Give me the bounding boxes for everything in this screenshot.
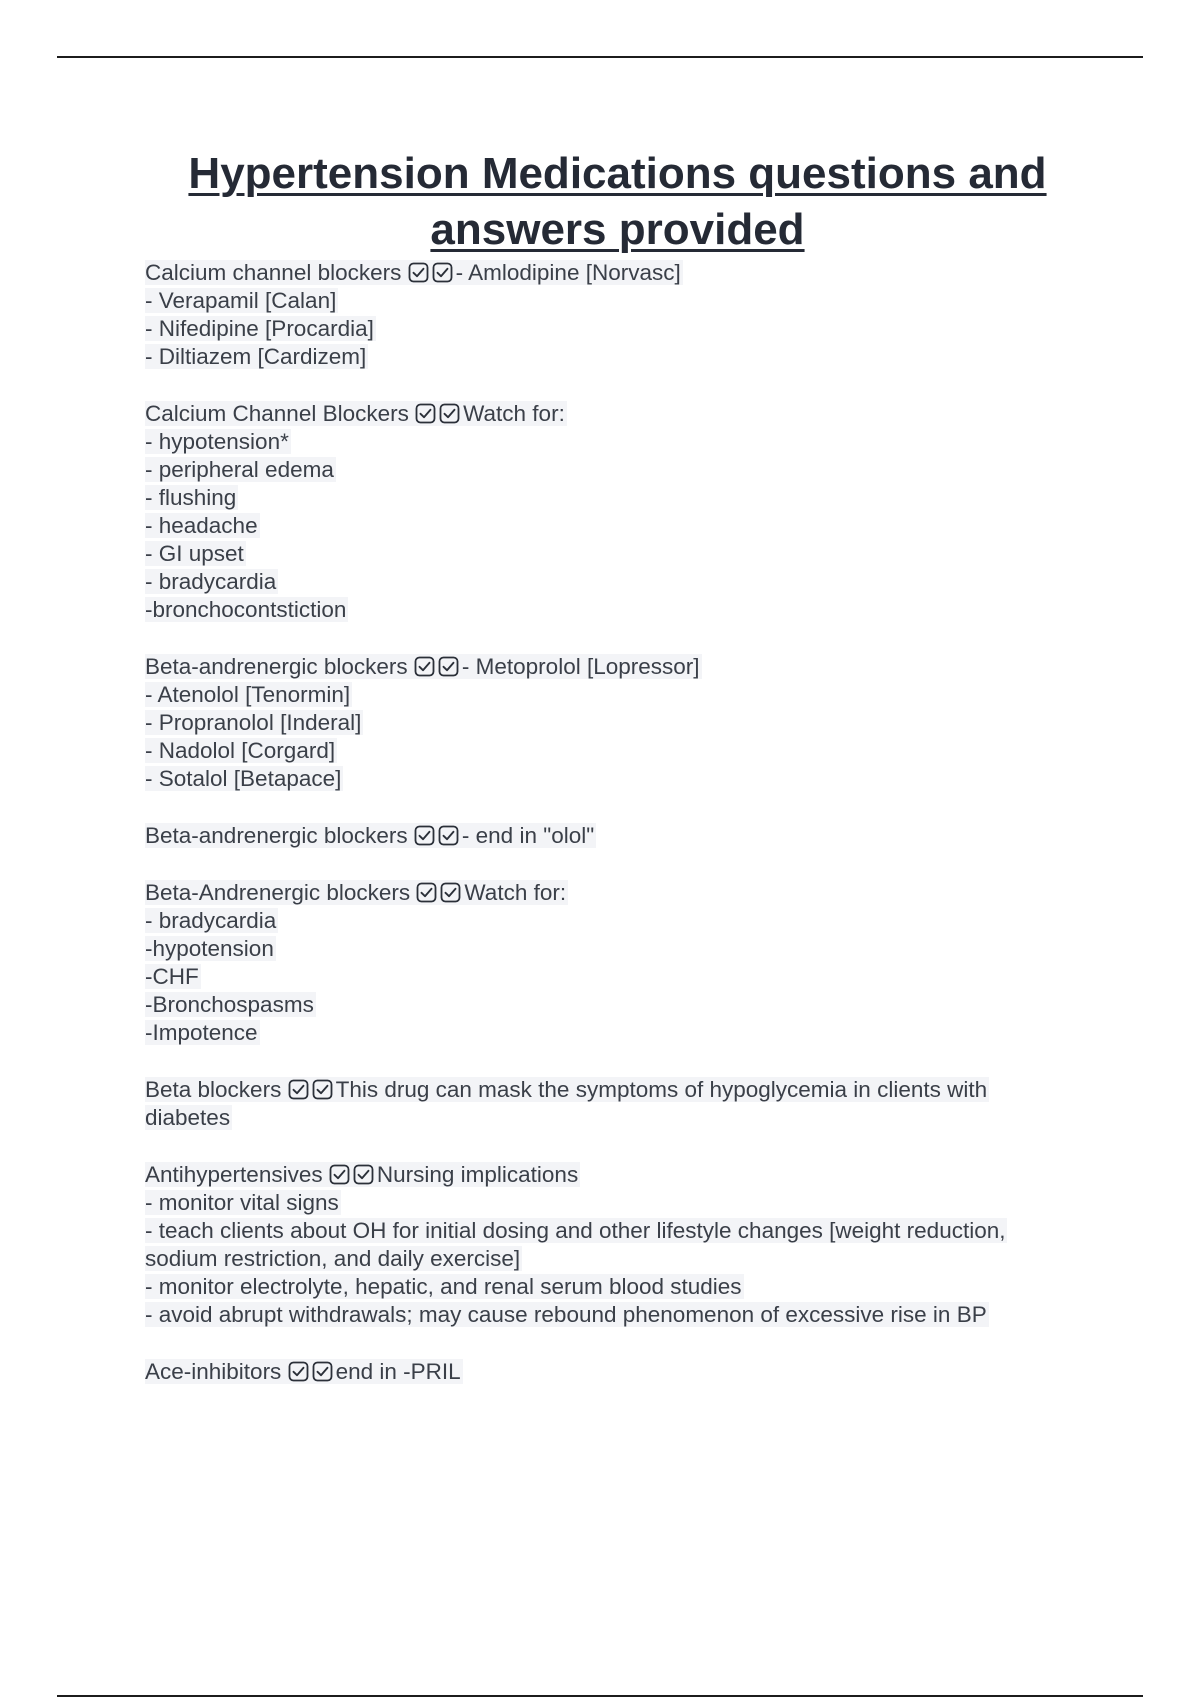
flashcard-answer-line: - Atenolol [Tenormin]	[145, 682, 351, 707]
flashcard	[145, 259, 1080, 371]
flashcard	[145, 653, 1080, 793]
flashcard-answer-line: - GI upset	[145, 541, 244, 566]
flashcard-answer-line: - monitor electrolyte, hepatic, and renal serum blood studies	[145, 1274, 742, 1299]
checkbox-icon	[408, 262, 429, 283]
flashcard-answer-line: - headache	[145, 513, 258, 538]
flashcard-answer-line: - bradycardia	[145, 908, 277, 933]
flashcard-first-line	[145, 1358, 1080, 1386]
checkbox-icon	[288, 1079, 309, 1100]
flashcard-answer-line: - monitor vital signs	[145, 1190, 339, 1215]
flashcard	[145, 879, 1080, 1047]
bottom-rule	[57, 1695, 1143, 1697]
checkbox-icon	[312, 1079, 333, 1100]
flashcard-answer-line: - Nifedipine [Procardia]	[145, 316, 374, 341]
flashcard-first-line	[145, 1076, 1080, 1104]
flashcard-first-line	[145, 1161, 1080, 1189]
flashcard-term: Beta blockers	[145, 1077, 282, 1102]
flashcard-first-line	[145, 653, 1080, 681]
flashcard-answer-line: sodium restriction, and daily exercise]	[145, 1246, 521, 1271]
checkbox-icon	[414, 825, 435, 846]
flashcard-answer-line: diabetes	[145, 1105, 231, 1130]
flashcard-answer: - Amlodipine [Norvasc]	[455, 260, 681, 285]
flashcard-answer: This drug can mask the symptoms of hypoglycemia in clients with	[335, 1077, 988, 1102]
checkbox-icon	[414, 656, 435, 677]
flashcard-first-line	[145, 822, 1080, 850]
flashcard	[145, 400, 1080, 624]
flashcard-term: Beta-Andrenergic blockers	[145, 880, 411, 905]
flashcard-term: Ace-inhibitors	[145, 1359, 282, 1384]
flashcard-answer-line: - avoid abrupt withdrawals; may cause rebound phenomenon of excessive rise in BP	[145, 1302, 987, 1327]
checkbox-icon	[416, 882, 437, 903]
checkbox-icon	[439, 403, 460, 424]
flashcard-answer-line: -Bronchospasms	[145, 992, 314, 1017]
checkbox-icon	[438, 656, 459, 677]
flashcard-first-line	[145, 400, 1080, 428]
flashcard-answer-line: -hypotension	[145, 936, 274, 961]
checkbox-icon	[329, 1164, 350, 1185]
flashcard-term: Beta-andrenergic blockers	[145, 654, 408, 679]
flashcard-list	[145, 259, 1080, 1415]
flashcard-answer-line: - Propranolol [Inderal]	[145, 710, 362, 735]
flashcard-term: Calcium Channel Blockers	[145, 401, 409, 426]
checkbox-icon	[312, 1361, 333, 1382]
flashcard-answer: - Metoprolol [Lopressor]	[461, 654, 700, 679]
flashcard-answer-line: - hypotension*	[145, 429, 289, 454]
checkbox-icon	[415, 403, 436, 424]
top-rule	[57, 56, 1143, 58]
checkbox-icon	[353, 1164, 374, 1185]
flashcard-answer-line: - Nadolol [Corgard]	[145, 738, 336, 763]
flashcard-answer-line: - Sotalol [Betapace]	[145, 766, 342, 791]
flashcard-answer-line: - teach clients about OH for initial dosing and other lifestyle changes [weight reduction,	[145, 1218, 1006, 1243]
flashcard-answer: Nursing implications	[376, 1162, 579, 1187]
flashcard-first-line	[145, 879, 1080, 907]
flashcard-first-line	[145, 259, 1080, 287]
flashcard-answer-line: -CHF	[145, 964, 199, 989]
flashcard-term: Antihypertensives	[145, 1162, 323, 1187]
flashcard-answer-line: -bronchocontstiction	[145, 597, 347, 622]
checkbox-icon	[288, 1361, 309, 1382]
checkbox-icon	[432, 262, 453, 283]
flashcard-answer-line: - flushing	[145, 485, 237, 510]
checkbox-icon	[438, 825, 459, 846]
flashcard	[145, 822, 1080, 850]
flashcard-term: Beta-andrenergic blockers	[145, 823, 408, 848]
flashcard-answer-line: - peripheral edema	[145, 457, 334, 482]
flashcard	[145, 1076, 1080, 1132]
checkbox-icon	[440, 882, 461, 903]
flashcard-answer-line: - Verapamil [Calan]	[145, 288, 337, 313]
flashcard-answer-line: -Impotence	[145, 1020, 258, 1045]
flashcard-answer: end in -PRIL	[335, 1359, 461, 1384]
flashcard-answer: Watch for:	[463, 401, 565, 426]
flashcard-answer: - end in "olol"	[461, 823, 595, 848]
flashcard-answer: Watch for:	[464, 880, 567, 905]
flashcard	[145, 1358, 1080, 1386]
document-title: Hypertension Medications questions and answers provided	[188, 149, 1047, 254]
flashcard-answer-line: - Diltiazem [Cardizem]	[145, 344, 367, 369]
flashcard-term: Calcium channel blockers	[145, 260, 402, 285]
flashcard-answer-line: - bradycardia	[145, 569, 277, 594]
flashcard	[145, 1161, 1080, 1329]
